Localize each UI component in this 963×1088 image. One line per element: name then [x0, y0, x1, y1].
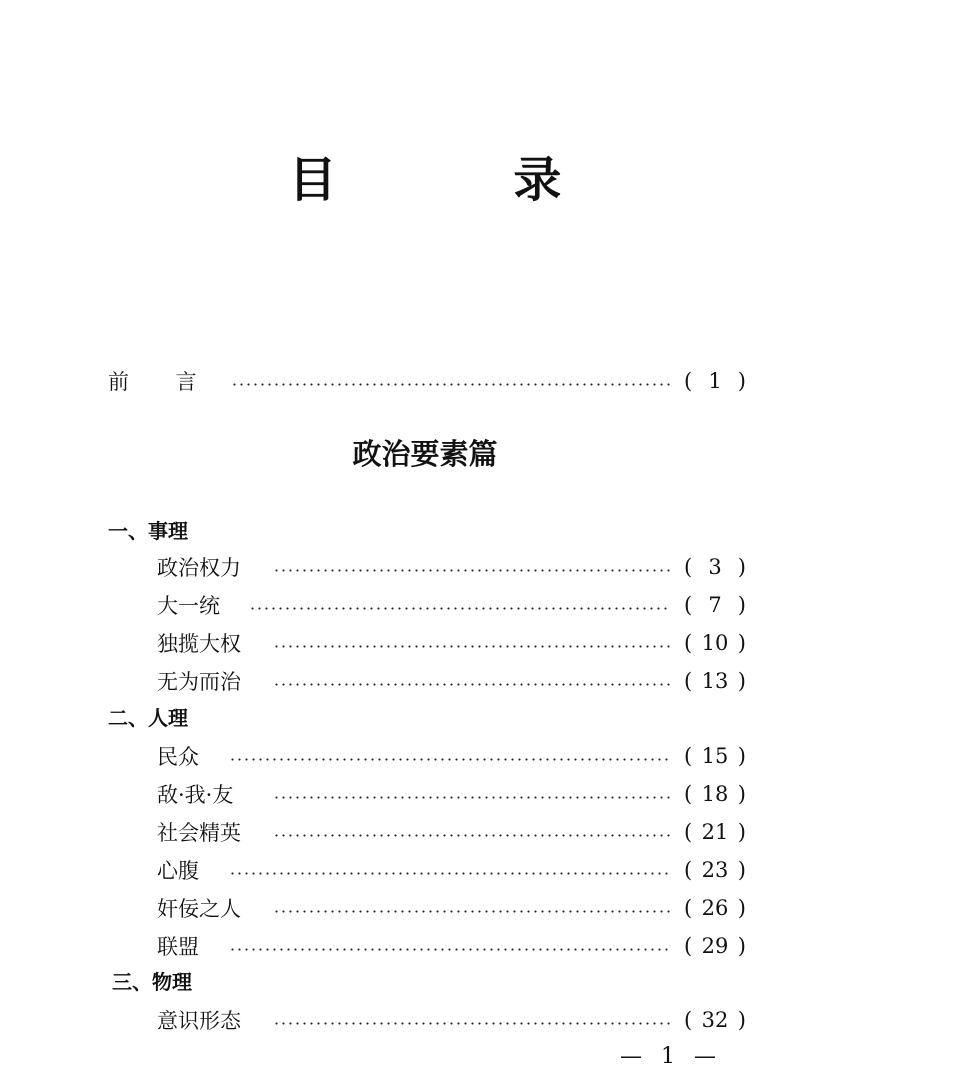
toc-entry[interactable] [157, 853, 746, 887]
toc-page-number: ( 26 ) [684, 896, 746, 920]
section-heading: 政治要素篇 [352, 437, 498, 471]
dot-leader [229, 872, 670, 875]
dot-leader [273, 834, 670, 837]
dot-leader [273, 569, 670, 572]
category-heading: 一、事理 [108, 519, 188, 543]
toc-entry-label: 政治权力 [157, 556, 241, 580]
dot-leader [229, 758, 670, 761]
toc-entry-label: 无为而治 [157, 670, 241, 694]
toc-entry-label: 民众 [157, 745, 199, 769]
toc-page-number: ( 7 ) [684, 593, 746, 617]
toc-page-number: ( 23 ) [684, 858, 746, 882]
dot-leader [273, 645, 670, 648]
toc-page-number: ( 1 ) [684, 369, 746, 393]
toc-entry[interactable] [157, 739, 746, 773]
page-title: 目 录 [288, 152, 642, 208]
toc-entry[interactable] [157, 1003, 746, 1037]
dot-leader [231, 383, 670, 386]
toc-entry-label: 社会精英 [157, 821, 241, 845]
dot-leader [273, 1022, 670, 1025]
dot-leader [249, 607, 670, 610]
toc-page-number: ( 3 ) [684, 555, 746, 579]
toc-entry-label: 大一统 [157, 594, 220, 618]
dot-leader [273, 683, 670, 686]
toc-page-number: ( 21 ) [684, 820, 746, 844]
toc-entry[interactable] [157, 626, 746, 660]
toc-page-number: ( 18 ) [684, 782, 746, 806]
toc-entry[interactable] [157, 588, 746, 622]
toc-entry[interactable] [157, 891, 746, 925]
toc-entry-label: 心腹 [157, 859, 199, 883]
toc-page-number: ( 13 ) [684, 669, 746, 693]
toc-entry-label: 奸佞之人 [157, 897, 241, 921]
category-heading: 三、物理 [112, 970, 192, 994]
toc-entry-label: 意识形态 [157, 1009, 241, 1033]
toc-page-number: ( 10 ) [684, 631, 746, 655]
toc-page-number: ( 32 ) [684, 1008, 746, 1032]
toc-page-number: ( 15 ) [684, 744, 746, 768]
toc-page-number: ( 29 ) [684, 934, 746, 958]
toc-entry[interactable] [157, 664, 746, 698]
dot-leader [273, 796, 670, 799]
toc-entry-label: 敌·我·友 [157, 783, 234, 807]
toc-entry[interactable] [157, 929, 746, 963]
toc-entry-preface[interactable] [108, 364, 746, 398]
toc-entry-label: 前 言 [108, 370, 217, 394]
page-number-footer: — 1 — [620, 1044, 722, 1069]
dot-leader [229, 948, 670, 951]
toc-entry-label: 独揽大权 [157, 632, 241, 656]
category-heading: 二、人理 [108, 706, 188, 730]
toc-entry-label: 联盟 [157, 935, 199, 959]
toc-entry[interactable] [157, 815, 746, 849]
toc-entry[interactable] [157, 550, 746, 584]
toc-entry[interactable] [157, 777, 746, 811]
dot-leader [273, 910, 670, 913]
